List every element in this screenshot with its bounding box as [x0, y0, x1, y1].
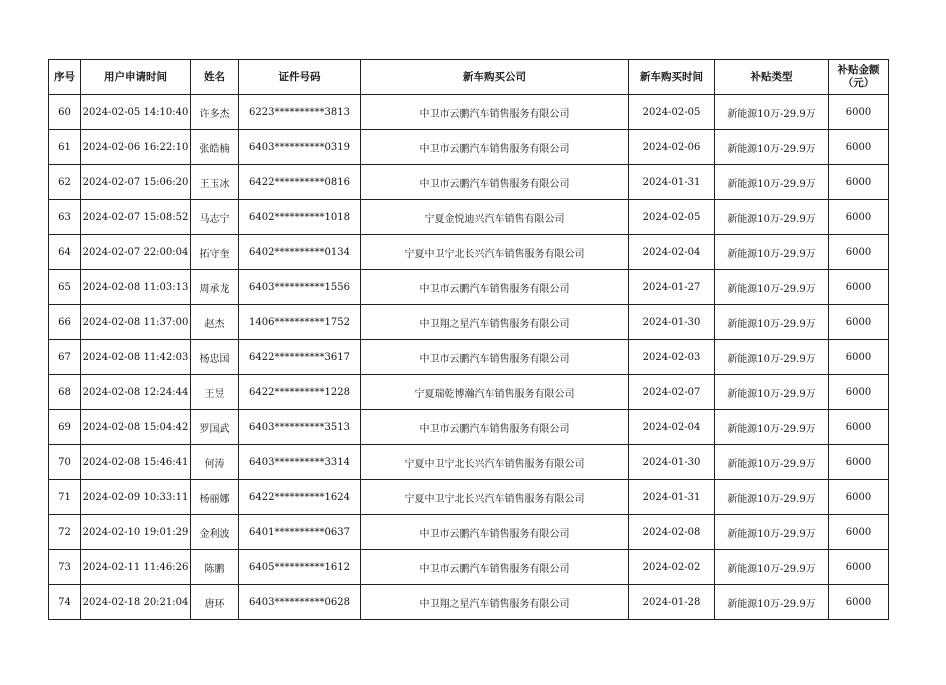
cell-seq: 61 [49, 130, 81, 165]
table-row [49, 340, 889, 375]
cell-subsidy-type: 新能源10万-29.9万 [715, 235, 829, 270]
cell-subsidy-amount: 6000 [829, 270, 889, 305]
cell-id-number: 6402**********0134 [239, 235, 361, 270]
cell-subsidy-amount: 6000 [829, 340, 889, 375]
table-row [49, 130, 889, 165]
cell-seq: 62 [49, 165, 81, 200]
cell-apply-time: 2024-02-07 15:06:20 [81, 165, 191, 200]
cell-apply-time: 2024-02-08 12:24:44 [81, 375, 191, 410]
cell-id-number: 6223**********3813 [239, 95, 361, 130]
header-apply-time: 用户申请时间 [81, 60, 191, 95]
cell-seq: 65 [49, 270, 81, 305]
cell-apply-time: 2024-02-07 22:00:04 [81, 235, 191, 270]
cell-dealer: 中卫翔之星汽车销售服务有限公司 [361, 585, 629, 620]
cell-dealer: 中卫市云鹏汽车销售服务有限公司 [361, 95, 629, 130]
cell-id-number: 6403**********1556 [239, 270, 361, 305]
cell-purchase-date: 2024-02-02 [629, 550, 715, 585]
subsidy-table [48, 59, 889, 620]
cell-subsidy-type: 新能源10万-29.9万 [715, 95, 829, 130]
cell-id-number: 6403**********0628 [239, 585, 361, 620]
cell-dealer: 中卫翔之星汽车销售服务有限公司 [361, 305, 629, 340]
cell-seq: 60 [49, 95, 81, 130]
cell-name: 陈鹏 [191, 550, 239, 585]
cell-id-number: 6403**********0319 [239, 130, 361, 165]
cell-seq: 73 [49, 550, 81, 585]
cell-subsidy-amount: 6000 [829, 375, 889, 410]
cell-name: 罗国武 [191, 410, 239, 445]
cell-dealer: 中卫市云鹏汽车销售服务有限公司 [361, 410, 629, 445]
cell-dealer: 宁夏金悦迪兴汽车销售有限公司 [361, 200, 629, 235]
cell-id-number: 6422**********1228 [239, 375, 361, 410]
table-row [49, 410, 889, 445]
cell-name: 唐环 [191, 585, 239, 620]
cell-name: 马志宁 [191, 200, 239, 235]
cell-purchase-date: 2024-02-04 [629, 410, 715, 445]
cell-apply-time: 2024-02-08 15:04:42 [81, 410, 191, 445]
table-row [49, 445, 889, 480]
table-row [49, 515, 889, 550]
cell-seq: 72 [49, 515, 81, 550]
cell-name: 周承龙 [191, 270, 239, 305]
cell-subsidy-type: 新能源10万-29.9万 [715, 270, 829, 305]
table-body [49, 95, 889, 620]
cell-dealer: 中卫市云鹏汽车销售服务有限公司 [361, 130, 629, 165]
cell-dealer: 中卫市云鹏汽车销售服务有限公司 [361, 340, 629, 375]
cell-id-number: 6422**********0816 [239, 165, 361, 200]
cell-purchase-date: 2024-02-05 [629, 95, 715, 130]
cell-apply-time: 2024-02-18 20:21:04 [81, 585, 191, 620]
cell-id-number: 6405**********1612 [239, 550, 361, 585]
cell-seq: 68 [49, 375, 81, 410]
cell-apply-time: 2024-02-08 15:46:41 [81, 445, 191, 480]
header-subsidy-amount: 补贴金额（元） [829, 60, 889, 95]
cell-name: 拓守奎 [191, 235, 239, 270]
header-row [49, 60, 889, 95]
header-subsidy-type: 补贴类型 [715, 60, 829, 95]
cell-purchase-date: 2024-01-31 [629, 480, 715, 515]
cell-id-number: 1406**********1752 [239, 305, 361, 340]
cell-name: 张皓楠 [191, 130, 239, 165]
cell-name: 杨丽娜 [191, 480, 239, 515]
table-row [49, 95, 889, 130]
cell-subsidy-type: 新能源10万-29.9万 [715, 340, 829, 375]
cell-subsidy-amount: 6000 [829, 585, 889, 620]
cell-seq: 71 [49, 480, 81, 515]
cell-subsidy-amount: 6000 [829, 480, 889, 515]
cell-seq: 63 [49, 200, 81, 235]
header-dealer: 新车购买公司 [361, 60, 629, 95]
cell-subsidy-type: 新能源10万-29.9万 [715, 375, 829, 410]
cell-id-number: 6403**********3314 [239, 445, 361, 480]
cell-dealer: 宁夏中卫宁北长兴汽车销售服务有限公司 [361, 235, 629, 270]
cell-subsidy-amount: 6000 [829, 200, 889, 235]
cell-purchase-date: 2024-01-31 [629, 165, 715, 200]
cell-name: 王昱 [191, 375, 239, 410]
cell-purchase-date: 2024-02-04 [629, 235, 715, 270]
cell-dealer: 中卫市云鹏汽车销售服务有限公司 [361, 165, 629, 200]
cell-name: 许多杰 [191, 95, 239, 130]
cell-apply-time: 2024-02-07 15:08:52 [81, 200, 191, 235]
cell-seq: 74 [49, 585, 81, 620]
cell-apply-time: 2024-02-11 11:46:26 [81, 550, 191, 585]
cell-subsidy-amount: 6000 [829, 445, 889, 480]
cell-name: 赵杰 [191, 305, 239, 340]
table-row [49, 305, 889, 340]
cell-name: 杨忠国 [191, 340, 239, 375]
cell-id-number: 6422**********3617 [239, 340, 361, 375]
cell-subsidy-type: 新能源10万-29.9万 [715, 410, 829, 445]
cell-subsidy-amount: 6000 [829, 515, 889, 550]
table-row [49, 550, 889, 585]
cell-purchase-date: 2024-02-06 [629, 130, 715, 165]
cell-purchase-date: 2024-02-05 [629, 200, 715, 235]
cell-subsidy-amount: 6000 [829, 550, 889, 585]
header-name: 姓名 [191, 60, 239, 95]
cell-dealer: 中卫市云鹏汽车销售服务有限公司 [361, 270, 629, 305]
cell-name: 金利波 [191, 515, 239, 550]
cell-subsidy-type: 新能源10万-29.9万 [715, 200, 829, 235]
cell-subsidy-amount: 6000 [829, 165, 889, 200]
cell-purchase-date: 2024-01-28 [629, 585, 715, 620]
cell-apply-time: 2024-02-08 11:42:03 [81, 340, 191, 375]
cell-purchase-date: 2024-02-07 [629, 375, 715, 410]
cell-subsidy-type: 新能源10万-29.9万 [715, 445, 829, 480]
cell-id-number: 6401**********0637 [239, 515, 361, 550]
cell-apply-time: 2024-02-10 19:01:29 [81, 515, 191, 550]
cell-seq: 64 [49, 235, 81, 270]
cell-dealer: 中卫市云鹏汽车销售服务有限公司 [361, 550, 629, 585]
header-seq: 序号 [49, 60, 81, 95]
cell-subsidy-amount: 6000 [829, 235, 889, 270]
table-row [49, 200, 889, 235]
table-row [49, 270, 889, 305]
cell-seq: 70 [49, 445, 81, 480]
cell-subsidy-amount: 6000 [829, 130, 889, 165]
cell-id-number: 6422**********1624 [239, 480, 361, 515]
cell-dealer: 宁夏中卫宁北长兴汽车销售服务有限公司 [361, 445, 629, 480]
header-purchase-date: 新车购买时间 [629, 60, 715, 95]
cell-dealer: 中卫市云鹏汽车销售服务有限公司 [361, 515, 629, 550]
table-row [49, 235, 889, 270]
cell-purchase-date: 2024-01-30 [629, 305, 715, 340]
cell-seq: 67 [49, 340, 81, 375]
cell-subsidy-amount: 6000 [829, 410, 889, 445]
cell-subsidy-type: 新能源10万-29.9万 [715, 585, 829, 620]
table-row [49, 375, 889, 410]
cell-apply-time: 2024-02-08 11:03:13 [81, 270, 191, 305]
table-row [49, 585, 889, 620]
cell-seq: 66 [49, 305, 81, 340]
cell-dealer: 宁夏中卫宁北长兴汽车销售服务有限公司 [361, 480, 629, 515]
cell-purchase-date: 2024-01-30 [629, 445, 715, 480]
cell-subsidy-type: 新能源10万-29.9万 [715, 480, 829, 515]
header-id-number: 证件号码 [239, 60, 361, 95]
cell-subsidy-type: 新能源10万-29.9万 [715, 130, 829, 165]
cell-subsidy-type: 新能源10万-29.9万 [715, 305, 829, 340]
cell-purchase-date: 2024-02-03 [629, 340, 715, 375]
table-row [49, 480, 889, 515]
cell-apply-time: 2024-02-05 14:10:40 [81, 95, 191, 130]
cell-name: 王玉冰 [191, 165, 239, 200]
table-row [49, 165, 889, 200]
cell-apply-time: 2024-02-08 11:37:00 [81, 305, 191, 340]
cell-dealer: 宁夏瑞乾博瀚汽车销售服务有限公司 [361, 375, 629, 410]
cell-purchase-date: 2024-01-27 [629, 270, 715, 305]
cell-id-number: 6402**********1018 [239, 200, 361, 235]
cell-name: 何涛 [191, 445, 239, 480]
cell-subsidy-type: 新能源10万-29.9万 [715, 165, 829, 200]
cell-id-number: 6403**********3513 [239, 410, 361, 445]
cell-subsidy-type: 新能源10万-29.9万 [715, 550, 829, 585]
cell-subsidy-type: 新能源10万-29.9万 [715, 515, 829, 550]
cell-subsidy-amount: 6000 [829, 305, 889, 340]
cell-apply-time: 2024-02-09 10:33:11 [81, 480, 191, 515]
cell-apply-time: 2024-02-06 16:22:10 [81, 130, 191, 165]
cell-subsidy-amount: 6000 [829, 95, 889, 130]
cell-seq: 69 [49, 410, 81, 445]
cell-purchase-date: 2024-02-08 [629, 515, 715, 550]
